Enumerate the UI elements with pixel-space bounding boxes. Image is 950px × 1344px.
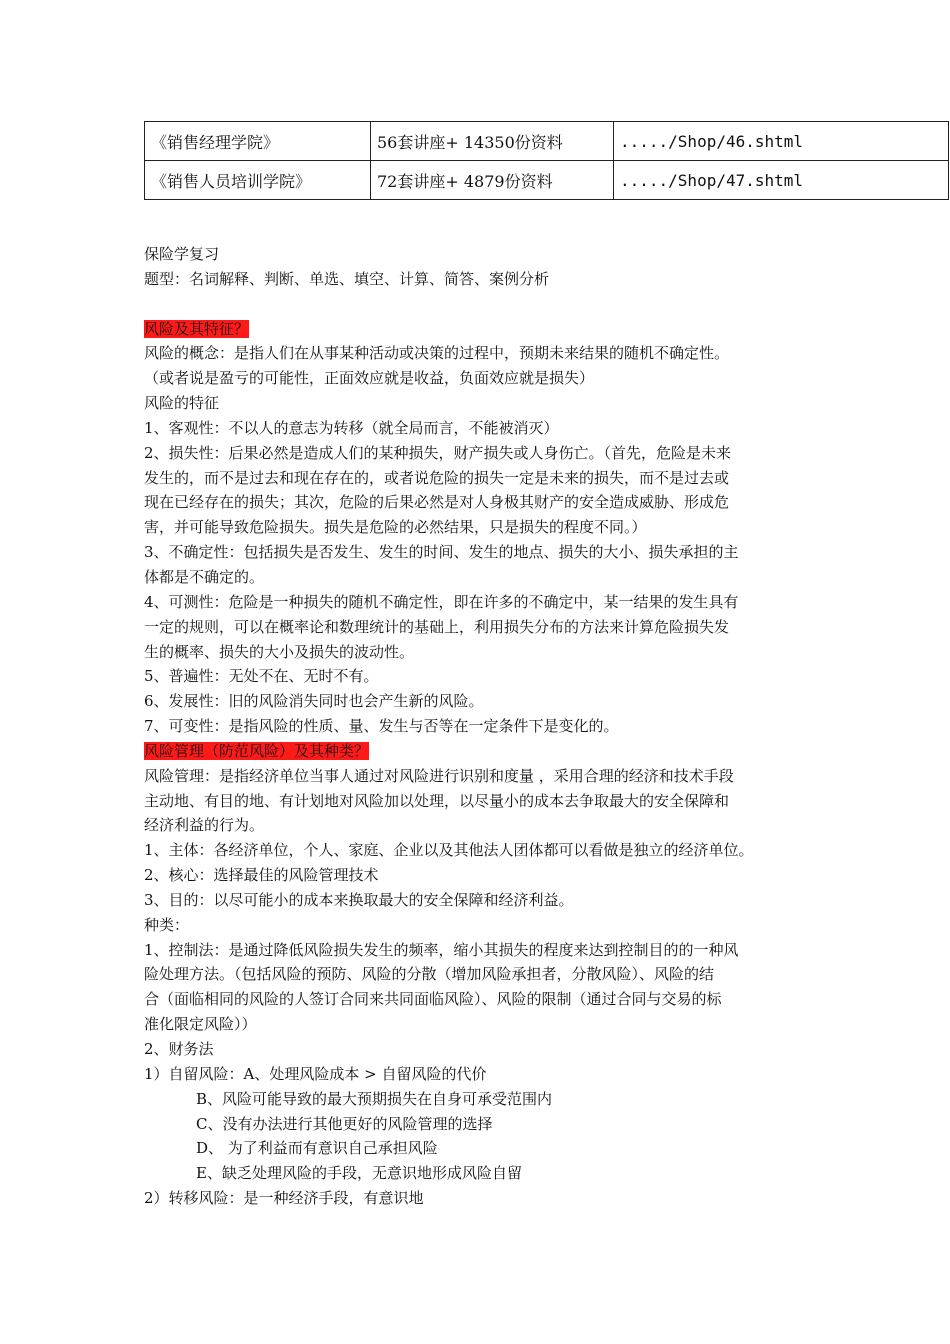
paragraph-line: 一定的规则，可以在概率论和数理统计的基础上，利用损失分布的方法来计算危险损失发 [144,617,730,636]
paragraph-line: 1、客观性：不以人的意志为转移（就全局而言，不能被消灭） [144,418,559,437]
paragraph-line: 合（面临相同的风险的人签订合同来共同面临风险）、风险的限制（通过合同与交易的标 [144,990,722,1009]
paragraph-line: 风险的概念：是指人们在从事某种活动或决策的过程中，预期未来结果的随机不确定性。 [144,344,730,363]
paragraph-line: 6、发展性：旧的风险消失同时也会产生新的风险。 [144,692,484,711]
paragraph-line: 风险管理：是指经济单位当事人通过对风险进行识别和度量 ，采用合理的经济和技术手段 [144,766,734,785]
paragraph-line: 风险的特征 [144,394,220,413]
paragraph-line: 准化限定风险）） [144,1015,257,1034]
question-types: 题型：名词解释、判断、单选、填空、计算、简答、案例分析 [144,269,550,288]
doc-title: 保险学复习 [144,245,220,263]
paragraph-line: 险处理方法。（包括风险的预防、风险的分散（增加风险承担者，分散风险）、风险的结 [144,965,715,984]
paragraph-line: 发生的，而不是过去和现在存在的，或者说危险的损失一定是未来的损失，而不是过去或 [144,468,730,487]
list-item: D、 为了利益而有意识自己承担风险 [196,1139,438,1158]
paragraph-line: 体都是不确定的。 [144,567,265,586]
course-count: 72套讲座+ 4879份资料 [371,161,614,200]
course-count: 56套讲座+ 14350份资料 [371,122,614,161]
paragraph-line: 2、财务法 [144,1040,214,1058]
list-item: B、风险可能导致的最大预期损失在自身可承受范围内 [196,1089,553,1108]
course-name: 《销售人员培训学院》 [145,161,371,200]
paragraph-line: 5、普遍性：无处不在、无时不有。 [144,667,379,686]
course-link[interactable]: ...../Shop/46.shtml [614,122,949,161]
section-heading-risk: 风险及其特征？ [144,319,250,338]
paragraph-line: 3、目的：以尽可能小的成本来换取最大的安全保障和经济利益。 [144,890,574,909]
paragraph-line: 2）转移风险：是一种经济手段，有意识地 [144,1189,424,1208]
section-heading-risk-management: 风险管理（防范风险）及其种类？ [144,741,370,760]
paragraph-line: 4、可测性：危险是一种损失的随机不确定性，即在许多的不确定中，某一结果的发生具有 [144,592,739,611]
course-name: 《销售经理学院》 [145,122,371,161]
table-row [145,161,949,200]
list-item: E、缺乏处理风险的手段，无意识地形成风险自留 [196,1164,522,1183]
paragraph-line: 种类： [144,915,190,934]
paragraph-line: 2、核心：选择最佳的风险管理技术 [144,866,379,885]
paragraph-line: 2、损失性：后果必然是造成人们的某种损失，财产损失或人身伤亡。（首先，危险是未来 [144,443,732,462]
paragraph-line: 主动地、有目的地、有计划地对风险加以处理，以尽量小的成本去争取最大的安全保障和 [144,791,730,810]
paragraph-line: 害，并可能导致危险损失。损失是危险的必然结果，只是损失的程度不同。） [144,518,647,537]
list-item: C、没有办法进行其他更好的风险管理的选择 [196,1114,493,1133]
paragraph-line: 1、主体：各经济单位，个人、家庭、企业以及其他法人团体都可以看做是独立的经济单位。 [144,841,754,860]
paragraph-line: 生的概率、损失的大小及损失的波动性。 [144,642,415,661]
course-link[interactable]: ...../Shop/47.shtml [614,161,949,200]
paragraph-line: 1、控制法：是通过降低风险损失发生的频率，缩小其损失的程度来达到控制目的的一种风 [144,940,739,959]
paragraph-line: 1）自留风险：A、处理风险成本 > 自留风险的代价 [144,1064,487,1083]
paragraph-line: （或者说是盈亏的可能性，正面效应就是收益，负面效应就是损失） [144,369,595,388]
paragraph-line: 现在已经存在的损失；其次，危险的后果必然是对人身极其财产的安全造成威胁、形成危 [144,493,730,512]
paragraph-line: 经济利益的行为。 [144,816,265,835]
document-body [144,242,834,1211]
blank-line [144,292,834,317]
paragraph-line: 7、可变性：是指风险的性质、量、发生与否等在一定条件下是变化的。 [144,717,619,736]
table-row [145,122,949,161]
resource-table [144,121,949,200]
paragraph-line: 3、不确定性：包括损失是否发生、发生的时间、发生的地点、损失的大小、损失承担的主 [144,543,739,562]
